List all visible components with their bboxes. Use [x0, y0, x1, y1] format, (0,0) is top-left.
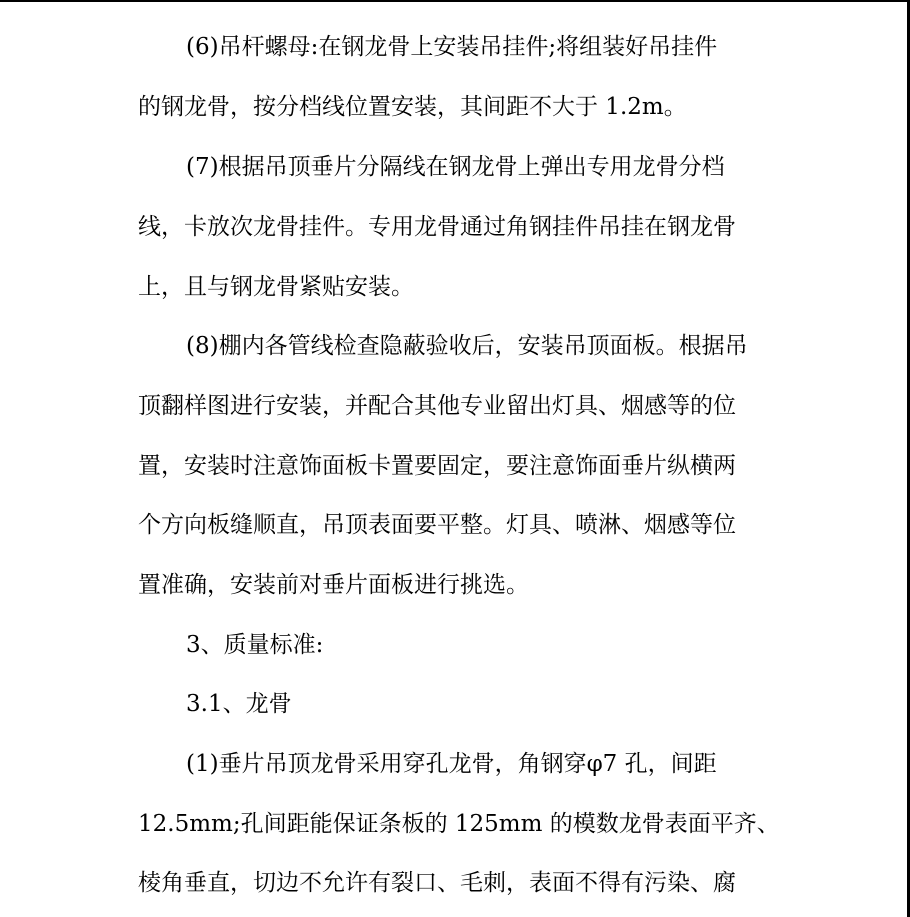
- section-heading: 3、质量标准:: [186, 632, 324, 658]
- text-line: 线，卡放次龙骨挂件。专用龙骨通过角钢挂件吊挂在钢龙骨: [138, 214, 736, 240]
- text-line: 的钢龙骨，按分档线位置安装，其间距不大于 1.2m。: [138, 94, 687, 120]
- page-top-edge: [0, 0, 910, 2]
- text-line: 置，安装时注意饰面板卡置要固定，要注意饰面垂片纵横两: [138, 453, 736, 479]
- text-line: 置准确，安装前对垂片面板进行挑选。: [138, 572, 529, 598]
- text-line: (6)吊杆螺母:在钢龙骨上安装吊挂件;将组装好吊挂件: [186, 34, 718, 60]
- text-line: 12.5mm;孔间距能保证条板的 125mm 的模数龙骨表面平齐、: [138, 811, 780, 837]
- text-line: (7)根据吊顶垂片分隔线在钢龙骨上弹出专用龙骨分档: [186, 154, 725, 180]
- text-line: 顶翻样图进行安装，并配合其他专业留出灯具、烟感等的位: [138, 393, 736, 419]
- text-line: (8)棚内各管线检查隐蔽验收后，安装吊顶面板。根据吊: [186, 333, 748, 359]
- text-line: (1)垂片吊顶龙骨采用穿孔龙骨，角钢穿φ7 孔，间距: [186, 751, 717, 777]
- text-line: 上，且与钢龙骨紧贴安装。: [138, 274, 414, 300]
- subsection-heading: 3.1、龙骨: [186, 691, 292, 717]
- text-line: 个方向板缝顺直，吊顶表面要平整。灯具、喷淋、烟感等位: [138, 512, 736, 538]
- text-line: 棱角垂直，切边不允许有裂口、毛刺，表面不得有污染、腐: [138, 870, 736, 896]
